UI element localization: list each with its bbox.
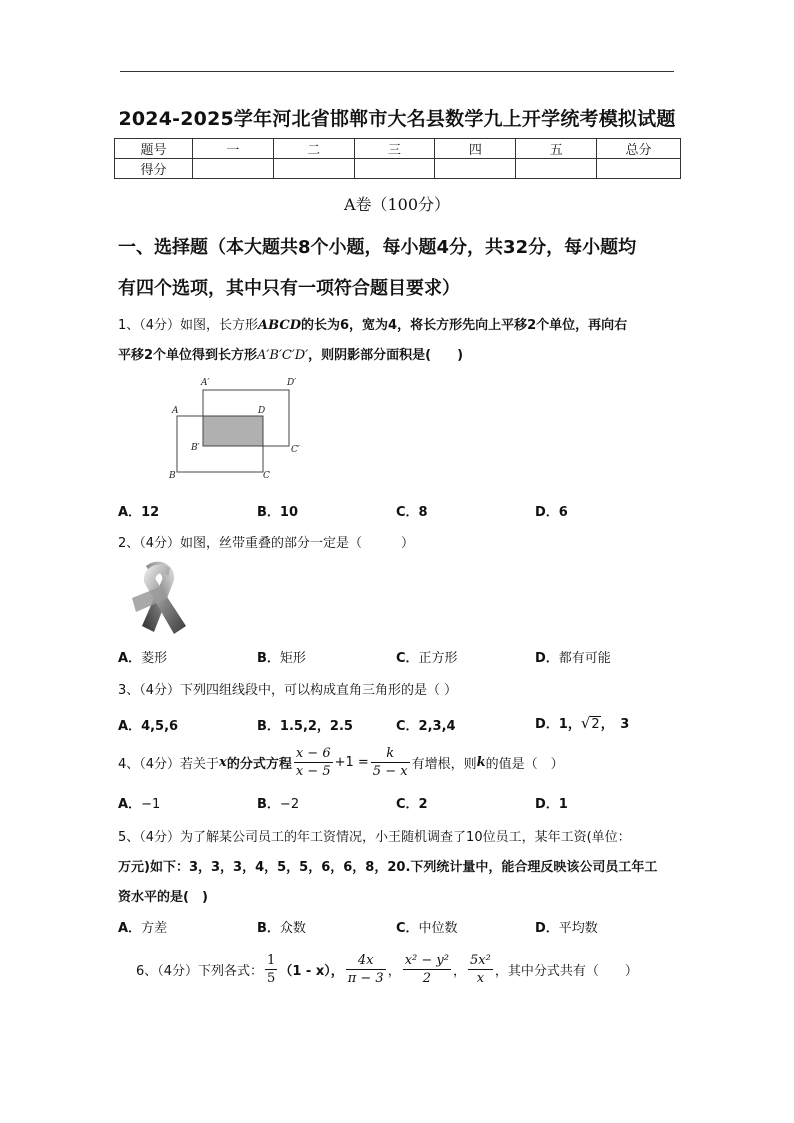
score-header-cell: 总分 <box>597 139 681 159</box>
question-6-text: 6、（4分）下列各式： $\frac{1}{5}$ （1 - x）， $\frac{4x}{\pi - 3}$ ， $\frac{\text{x² − y²}}{2}$ ， $\frac{\text{5x²}}{x}$ ，其中分式共有（ ） <box>136 953 638 986</box>
option-c[interactable]: C．2,3,4 <box>396 719 456 734</box>
question-3-text: 3、（4分）下列四组线段中，可以构成直角三角形的是（ ） <box>118 683 458 698</box>
score-header-cell: 四 <box>435 139 516 159</box>
question-2-text: 2、（4分）如图，丝带重叠的部分一定是（ ） <box>118 536 415 551</box>
label-c-prime: C′ <box>291 445 300 455</box>
option-a[interactable]: A．方差 <box>118 921 168 936</box>
section-a-heading: A卷（100分） <box>343 195 451 214</box>
option-c[interactable]: C．2 <box>396 797 428 812</box>
fraction-1-over-5: $\frac{1}{5}$ <box>267 953 276 986</box>
fraction-4x-over-pi-3: $\frac{4x}{\pi - 3}$ <box>347 953 384 986</box>
question-1-line1: 1、（4分）如图，长方形ABCD的长为6，宽为4，将长方形先向上平移2个单位，再向右 <box>118 318 628 333</box>
header-rule <box>120 71 674 72</box>
option-b[interactable]: B．10 <box>257 505 299 520</box>
option-c[interactable]: C．正方形 <box>396 651 458 666</box>
question-1-figure <box>165 374 315 484</box>
sqrt-radicand: 2 <box>591 717 600 732</box>
option-a[interactable]: A．−1 <box>118 797 161 812</box>
shaded-region <box>203 416 263 446</box>
option-c[interactable]: C．中位数 <box>396 921 458 936</box>
label-c: C <box>263 471 270 481</box>
option-b[interactable]: B．众数 <box>257 921 306 936</box>
label-b-prime: B′ <box>191 443 200 453</box>
option-d[interactable]: D．都有可能 <box>535 651 611 666</box>
score-header-cell: 三 <box>354 139 435 159</box>
score-cell <box>273 159 354 179</box>
question-1-line2: 平移2个单位得到长方形A′B′C′D′，则阴影部分面积是( ) <box>118 348 464 363</box>
option-d[interactable]: D．1 <box>535 797 568 812</box>
option-b[interactable]: B．1.5,2，2.5 <box>257 719 353 734</box>
option-c[interactable]: C．8 <box>396 505 428 520</box>
question-4-text: 4、（4分）若关于x的分式方程 $\frac{x - 6}{x - 5}$ +1 = $\frac{k}{5 - x}$ 有增根，则k的值是（ ） <box>118 746 564 779</box>
sqrt-symbol: √ <box>580 714 591 732</box>
score-table-header-row <box>115 139 681 159</box>
rect-abcd-label: ABCD <box>258 318 301 333</box>
score-row-label: 得分 <box>115 159 193 179</box>
fraction-5x2-over-x: $\frac{\text{5x²}}{x}$ <box>470 953 491 986</box>
ribbon-figure <box>124 558 196 640</box>
score-header-cell: 一 <box>192 139 273 159</box>
score-header-cell: 题号 <box>115 139 193 159</box>
option-b[interactable]: B．矩形 <box>257 651 306 666</box>
question-5-line2: 万元)如下：3，3，3，4，5，5，6，6，8，20.下列统计量中，能合理反映该公司员工年工 <box>118 860 658 875</box>
fraction-k-over-5-x: $\frac{k}{5 - x}$ <box>372 746 408 779</box>
question-5-line3: 资水平的是( ) <box>118 890 208 905</box>
score-cell <box>597 159 681 179</box>
score-header-cell: 二 <box>273 139 354 159</box>
option-a[interactable]: A．12 <box>118 505 160 520</box>
score-cell <box>435 159 516 179</box>
score-table <box>114 138 681 179</box>
label-a-prime: A′ <box>201 378 210 388</box>
score-cell <box>516 159 597 179</box>
label-d-prime: D′ <box>287 378 297 388</box>
option-d[interactable]: D．1，√2， 3 <box>535 714 630 732</box>
fraction-x-6-over-x-5: $\frac{x - 6}{x - 5}$ <box>295 746 331 779</box>
score-table-score-row <box>115 159 681 179</box>
option-a[interactable]: A．4,5,6 <box>118 719 179 734</box>
option-a[interactable]: A．菱形 <box>118 651 168 666</box>
option-d[interactable]: D．6 <box>535 505 568 520</box>
label-a: A <box>172 406 179 416</box>
section-one-heading-line1: 一、选择题（本大题共8个小题，每小题4分，共32分，每小题均 <box>118 237 637 258</box>
label-d: D <box>258 406 266 416</box>
option-b[interactable]: B．−2 <box>257 797 300 812</box>
question-5-line1: 5、（4分）为了解某公司员工的年工资情况，小王随机调查了10位员工，某年工资(单位： <box>118 830 631 845</box>
fraction-x2-y2-over-2: $\frac{\text{x² − y²}}{2}$ <box>404 953 449 986</box>
label-b: B <box>169 471 176 481</box>
rect-prime-label: A′B′C′D′ <box>257 348 309 363</box>
option-d[interactable]: D．平均数 <box>535 921 598 936</box>
score-cell <box>192 159 273 179</box>
page-title: 2024-2025学年河北省邯郸市大名县数学九上开学统考模拟试题 <box>118 108 676 130</box>
score-header-cell: 五 <box>516 139 597 159</box>
section-one-heading-line2: 有四个选项，其中只有一项符合题目要求） <box>118 278 460 299</box>
score-cell <box>354 159 435 179</box>
